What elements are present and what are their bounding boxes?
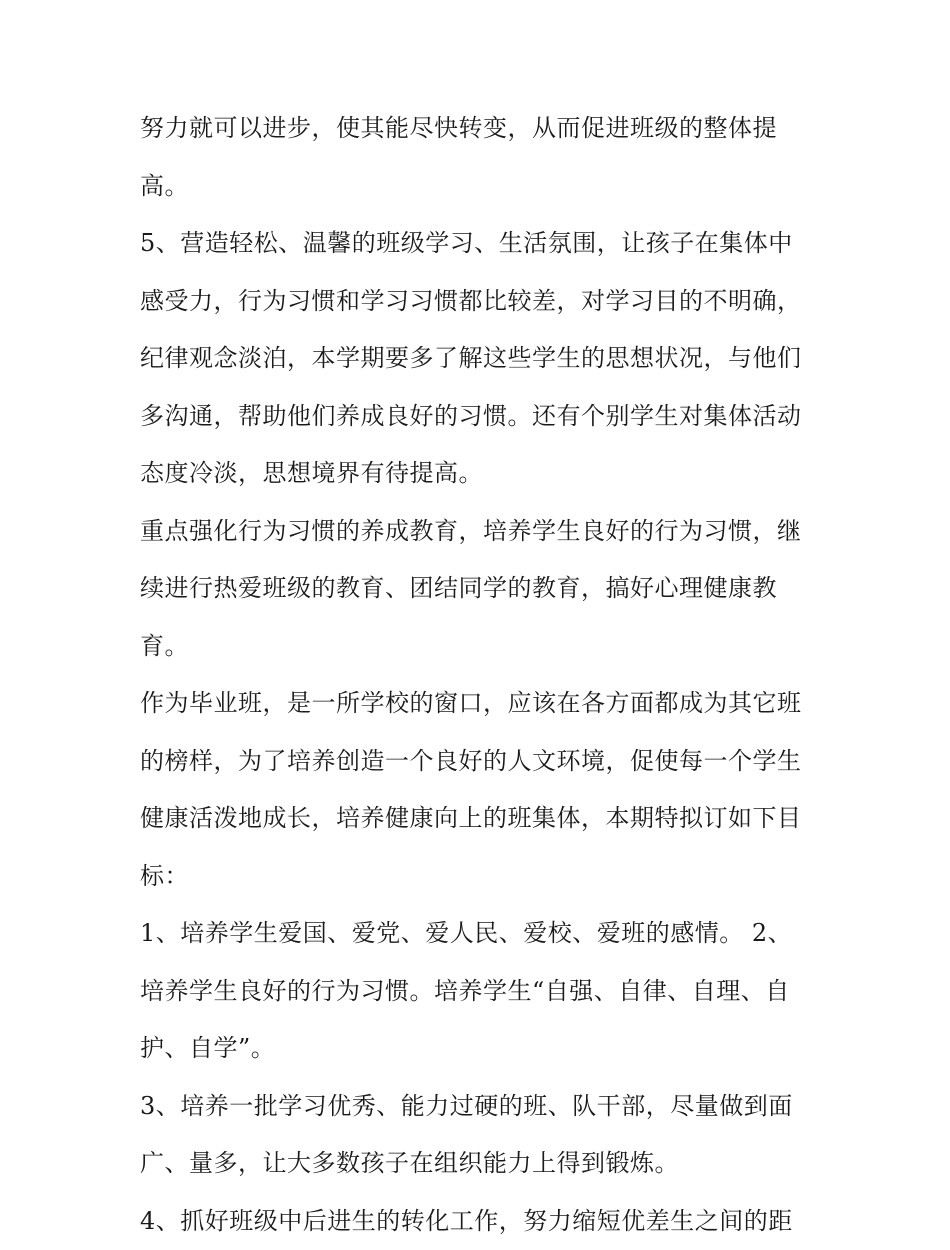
text-line: 培养学生良好的行为习惯。培养学生“自强、自律、自理、自 (140, 963, 820, 1021)
text-line: 护、自学”。 (140, 1020, 820, 1078)
text-line: 高。 (140, 158, 820, 216)
text-line: 广、量多，让大多数孩子在组织能力上得到锻炼。 (140, 1135, 820, 1193)
text-line: 努力就可以进步，使其能尽快转变，从而促进班级的整体提 (140, 100, 820, 158)
text-line: 态度冷淡，思想境界有待提高。 (140, 445, 820, 503)
text-line: 4、抓好班级中后进生的转化工作，努力缩短优差生之间的距 (140, 1193, 820, 1250)
text-line: 多沟通，帮助他们养成良好的习惯。还有个别学生对集体活动 (140, 388, 820, 446)
text-line: 健康活泼地成长，培养健康向上的班集体，本期特拟订如下目 (140, 790, 820, 848)
document-body (140, 100, 820, 1250)
text-line: 感受力，行为习惯和学习习惯都比较差，对学习目的不明确， (140, 273, 820, 331)
text-line: 1、培养学生爱国、爱党、爱人民、爱校、爱班的感情。 2、 (140, 905, 820, 963)
text-line: 纪律观念淡泊，本学期要多了解这些学生的思想状况，与他们 (140, 330, 820, 388)
text-line: 续进行热爱班级的教育、团结同学的教育，搞好心理健康教 (140, 560, 820, 618)
text-line: 育。 (140, 618, 820, 676)
text-line: 5、营造轻松、温馨的班级学习、生活氛围，让孩子在集体中 (140, 215, 820, 273)
text-line: 的榜样，为了培养创造一个良好的人文环境，促使每一个学生 (140, 733, 820, 791)
text-line: 作为毕业班，是一所学校的窗口，应该在各方面都成为其它班 (140, 675, 820, 733)
text-line: 3、培养一批学习优秀、能力过硬的班、队干部，尽量做到面 (140, 1078, 820, 1136)
text-line: 标： (140, 848, 820, 906)
text-line: 重点强化行为习惯的养成教育，培养学生良好的行为习惯，继 (140, 503, 820, 561)
